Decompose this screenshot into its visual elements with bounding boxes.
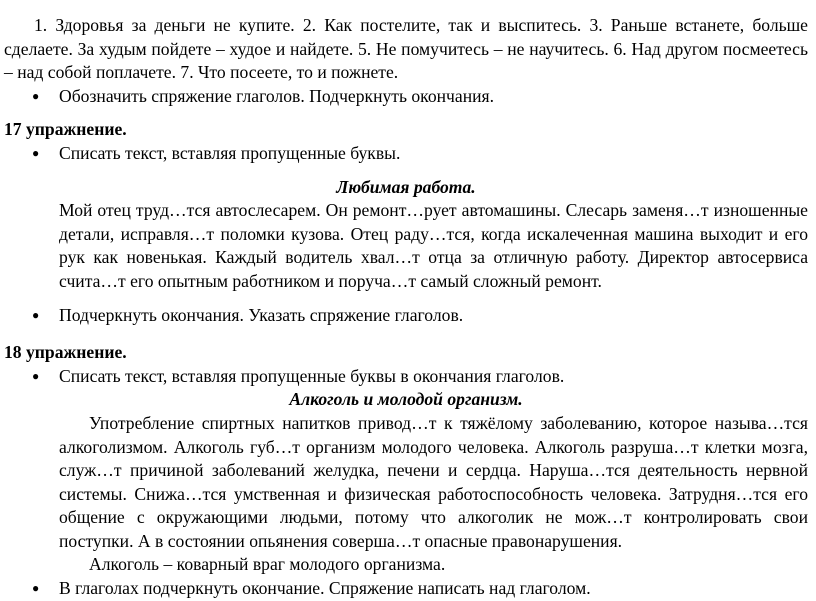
- bullet-dot-icon: ●: [32, 581, 40, 596]
- bullet-dot-icon: ●: [32, 368, 40, 383]
- exercise-17-text: Мой отец труд…тся автослесарем. Он ремонт…рует автомашины. Слесарь заменя…т изношенные детали, исправля…т поломки кузова. Отец раду…тся, когда искалеченная машина выходит и его рук как новенькая. Каждый водитель хвал…т отца за отличную работу. Директор автосервиса счита…т его опытным работником и поруча…т самый сложный ремонт.: [59, 200, 808, 291]
- exercise-17-task: [4, 142, 808, 166]
- exercise-17-heading: 17 упражнение.: [4, 119, 127, 140]
- bullet-item: [4, 85, 808, 109]
- bullet-dot-icon: ●: [32, 88, 40, 103]
- intro-paragraph: 1. Здоровья за деньги не купите. 2. Как постелите, так и выспитесь. 3. Раньше встанете, больше сделаете. За худым пойдете – худое и найдете. 5. Не помучитесь – не научитесь. 6. Над другом посмеетесь – над собой поплачете. 7. Что посеете, то и пожнете.: [4, 15, 808, 83]
- exercise-17-task-2: [4, 304, 808, 328]
- bullet-text: Обозначить спряжение глаголов. Подчеркнуть окончания.: [59, 85, 495, 106]
- exercise-18-text: Употребление спиртных напитков привод…т к тяжёлому заболеванию, которое называ…тся алкоголизмом. Алкоголь губ…т организм молодого человека. Алкоголь разруша…т клетки мозга, служ…т причиной заболеваний желудка, печени и сердца. Наруша…тся деятельность нервной системы. Снижа…тся умственная и физическая работоспособность человека. Затрудня…тся его общение с окружающими людьми, потому что алкоголик не мож…т контролировать свои поступки. А в состоянии опьянения соверша…т опасные правонарушения.: [59, 412, 808, 551]
- exercise-18-title: Алкоголь и молодой организм.: [289, 389, 523, 410]
- bullet-dot-icon: ●: [32, 145, 40, 160]
- bullet-text: Подчеркнуть окончания. Указать спряжение глаголов.: [59, 304, 464, 325]
- bullet-text: Списать текст, вставляя пропущенные буквы в окончания глаголов.: [59, 365, 565, 386]
- exercise-18-heading: 18 упражнение.: [4, 342, 127, 363]
- bullet-text: Списать текст, вставляя пропущенные буквы.: [59, 142, 401, 163]
- bullet-dot-icon: ●: [32, 307, 40, 322]
- bullet-text: В глаголах подчеркнуть окончание. Спряжение написать над глаголом.: [59, 578, 591, 599]
- exercise-18-task: [4, 365, 808, 389]
- exercise-18-text-2: Алкоголь – коварный враг молодого организма.: [89, 554, 446, 575]
- exercise-17-title: Любимая работа.: [336, 176, 476, 197]
